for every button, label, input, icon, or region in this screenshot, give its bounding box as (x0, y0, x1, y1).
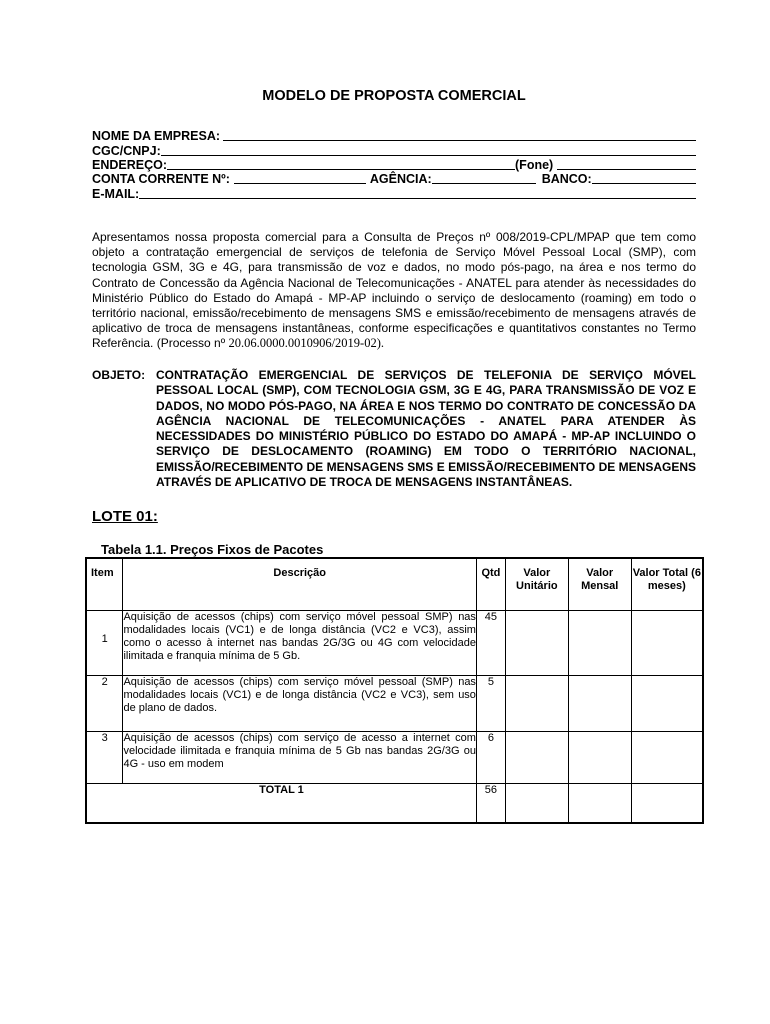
phone-line (557, 158, 696, 170)
process-number: 20.06.0000.0010906/2019-02). (228, 336, 385, 351)
row-monthly-value (568, 610, 631, 675)
row-qty: 45 (476, 610, 505, 675)
bank-line (592, 172, 696, 184)
cnpj-field (92, 144, 696, 159)
table-total-row (86, 783, 703, 823)
header-description: Descrição (123, 558, 476, 610)
account-line (234, 172, 366, 184)
phone-label: (Fone) (515, 158, 554, 172)
company-name-line (223, 129, 696, 141)
intro-paragraph (92, 230, 696, 352)
header-monthly-value: Valor Mensal (568, 558, 631, 610)
object-text: CONTRATAÇÃO EMERGENCIAL DE SERVIÇOS DE TELEFONIA DE SERVIÇO MÓVEL PESSOAL LOCAL (SMP), COM TECNOLOGIA GSM, 3G E 4G, PARA TRANSMISSÃO DE VOZ E DADOS, NO MODO PÓS-PAGO, NA ÁREA E NOS TERMO DO CONTRATO DE CONCESSÃO DA AGÊNCIA NACIONAL DE TELECOMUNICAÇÕES - ANATEL PARA ATENDER ÀS NECESSIDADES DO MINISTÉRIO PÚBLICO DO ESTADO DO AMAPÁ - MP-AP INCLUINDO O SERVIÇO DE DESLOCAMENTO (ROAMING) EM TODO O TERRITÓRIO NACIONAL, EMISSÃO/RECEBIMENTO DE MENSAGENS SMS E EMISSÃO/RECEBIMENTO DE MENSAGENS ATRAVÉS DE APLICATIVO DE TROCA DE MENSAGENS INSTANTÂNEAS. (156, 368, 696, 490)
header-total-value: Valor Total (6 meses) (631, 558, 703, 610)
row-qty: 6 (476, 731, 505, 783)
cnpj-label: CGC/CNPJ: (92, 144, 161, 158)
table-row (86, 610, 703, 675)
table-caption: Tabela 1.1. Preços Fixos de Pacotes (101, 542, 324, 557)
email-label: E-MAIL: (92, 187, 140, 201)
row-item-number: 1 (86, 610, 123, 675)
company-name-field (92, 129, 696, 144)
row-description: Aquisição de acessos (chips) com serviço de acesso a internet com velocidade ilimitada e franquia mínima de 5 Gb nas bandas 2G/3G ou 4G - uso em modem (123, 731, 476, 783)
object-label: OBJETO: (92, 368, 146, 382)
row-total-value (631, 731, 703, 783)
row-monthly-value (568, 675, 631, 731)
page-title: MODELO DE PROPOSTA COMERCIAL (262, 88, 526, 104)
address-label: ENDEREÇO: (92, 158, 168, 172)
total-unit-value (505, 783, 568, 823)
email-line (139, 187, 696, 199)
header-item: Item (86, 558, 123, 610)
cnpj-line (161, 144, 696, 156)
total-label: TOTAL 1 (86, 783, 476, 823)
price-table (85, 557, 704, 824)
total-qty: 56 (476, 783, 505, 823)
row-item-number: 3 (86, 731, 123, 783)
account-label: CONTA CORRENTE Nº: (92, 172, 230, 186)
intro-text: Apresentamos nossa proposta comercial para a Consulta de Preços nº 008/2019-CPL/MPAP que tem como objeto a contratação emergencial de serviços de telefonia de Serviço Móvel Pessoal Local (SMP), com tecnologia GSM, 3G e 4G, para transmissão de voz e dados, no modo pós-pago, na área e nos termo do Contrato de Concessão da Agência Nacional de Telecomunicações - ANATEL para atender às necessidades do Ministério Público do Estado do Amapá - MP-AP incluindo o serviço de deslocamento (roaming) em todo o território nacional, emissão/recebimento de mensagens SMS e emissão/recebimento de mensagens através de aplicativo de troca de mensagens instantâneas, conforme especificações e quantitativos constantes no Termo Referência. (Processo nº (92, 230, 696, 351)
row-description: Aquisição de acessos (chips) com serviço móvel pessoal (SMP) nas modalidades locais (VC1) e de longa distância (VC2 e VC3), sem uso de plano de dados. (123, 675, 476, 731)
bank-account-field (92, 172, 696, 187)
total-monthly-value (568, 783, 631, 823)
address-field (92, 158, 696, 173)
address-line (167, 158, 515, 170)
row-description: Aquisição de acessos (chips) com serviço móvel pessoal SMP) nas modalidades locais (VC1) e de longa distância (VC2 e VC3), assim como o acesso à internet nas bandas 2G/3G ou 4G com velocidade ilimitada e franquia mínima de 5 Gb. (123, 610, 476, 675)
row-item-number: 2 (86, 675, 123, 731)
email-field (92, 187, 696, 202)
table-row (86, 675, 703, 731)
table-row (86, 731, 703, 783)
table-header-row (86, 558, 703, 610)
row-total-value (631, 675, 703, 731)
agency-label: AGÊNCIA: (369, 172, 432, 186)
company-name-label: NOME DA EMPRESA: (92, 129, 221, 143)
total-total-value (631, 783, 703, 823)
header-qty: Qtd (476, 558, 505, 610)
bank-label: BANCO: (541, 172, 592, 186)
row-total-value (631, 610, 703, 675)
row-unit-value (505, 610, 568, 675)
object-section (92, 368, 696, 490)
row-unit-value (505, 675, 568, 731)
row-qty: 5 (476, 675, 505, 731)
lot-heading: LOTE 01: (92, 508, 158, 525)
agency-line (432, 172, 536, 184)
row-unit-value (505, 731, 568, 783)
row-monthly-value (568, 731, 631, 783)
header-unit-value: Valor Unitário (505, 558, 568, 610)
